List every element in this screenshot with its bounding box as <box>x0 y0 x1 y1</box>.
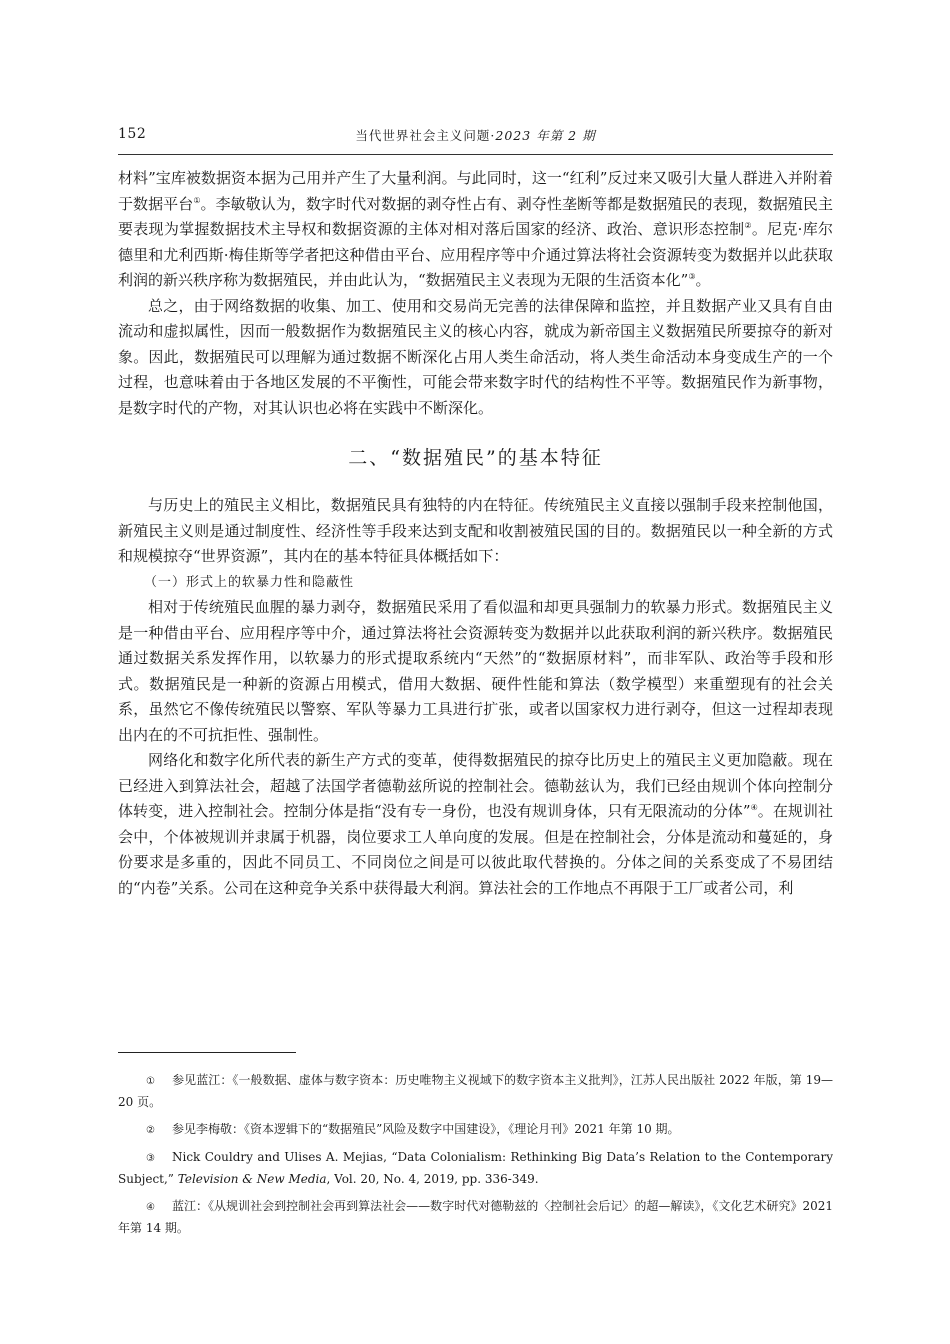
paragraph-continuation <box>118 166 833 294</box>
paragraph-text: 。在规训社会中，个体被规训并隶属于机器，岗位要求工人单向度的发展。但是在控制社会，分体是流动和蔓延的，身份要求是多重的，因此不同员工、不同岗位之间是可以彼此取代替换的。分体之间的关系变成了不易团结的“内卷”关系。公司在这种竞争关系中获得最大利润。算法社会的工作地点不再限于工厂或者公司，利 <box>118 802 834 897</box>
footnote-4 <box>118 1196 833 1239</box>
page-number: 152 <box>118 126 147 142</box>
footnote-text: , Vol. 20, No. 4, 2019, pp. 336-349. <box>326 1172 539 1186</box>
footnote-journal-title: Television & New Media <box>177 1172 327 1186</box>
footnote-mark: ① <box>146 1076 155 1087</box>
running-title <box>118 126 833 144</box>
year-issue: 2023 年第 2 期 <box>495 128 596 143</box>
section-heading: 二、“数据殖民”的基本特征 <box>348 447 603 469</box>
title-separator: · <box>490 128 496 143</box>
footnote-text: 蓝江：《从规训社会到控制社会再到算法社会——数字时代对德勒兹的〈控制社会后记〉的超—解读》，《文化艺术研究》2021 年第 14 期。 <box>118 1199 833 1235</box>
footnote-text: 参见蓝江：《一般数据、虚体与数字资本：历史唯物主义视域下的数字资本主义批判》，江苏人民出版社 2022 年版，第 19—20 页。 <box>118 1073 833 1109</box>
footnote-mark: ③ <box>146 1153 155 1164</box>
paragraph: 相对于传统殖民血腥的暴力剥夺，数据殖民采用了看似温和却更具强制力的软暴力形式。数据殖民主义是一种借由平台、应用程序等中介，通过算法将社会资源转变为数据并以此获取利润的新兴秩序。数据殖民通过数据关系发挥作用，以软暴力的形式提取系统内“天然”的“数据原材料”，而非军队、政治等手段和形式。数据殖民是一种新的资源占用模式，借用大数据、硬件性能和算法（数学模型）来重塑现有的社会关系，虽然它不像传统殖民以警察、军队等暴力工具进行扩张，或者以国家权力进行剥夺，但这一过程却表现出内在的不可抗拒性、强制性。 <box>118 598 833 744</box>
footnote-text: 参见李梅敬：《资本逻辑下的“数据殖民”风险及数字中国建设》，《理论月刊》2021 年第 10 期。 <box>172 1122 680 1136</box>
footnote-mark: ② <box>146 1125 155 1136</box>
subsection-heading: （一）形式上的软暴力性和隐蔽性 <box>144 574 355 590</box>
paragraph-text: 。李敏敬认为，数字时代对数据的剥夺性占有、剥夺性垄断等都是数据殖民的表现，数据殖民主要表现为掌握数据技术主导权和数据资源的主体对相对落后国家的经济、政治、意识形态控制 <box>118 194 833 238</box>
header-rule <box>118 154 833 155</box>
paragraph: 总之，由于网络数据的收集、加工、使用和交易尚无完善的法律保障和监控，并且数据产业又具有自由流动和虚拟属性，因而一般数据作为数据殖民主义的核心内容，就成为新帝国主义数据殖民所要掠夺的新对象。因此，数据殖民可以理解为通过数据不断深化占用人类生命活动，将人类生命活动本身变成生产的一个过程，也意味着由于各地区发展的不平衡性，可能会带来数字时代的结构性不平等。数据殖民作为新事物，是数字时代的产物，对其认识也必将在实践中不断深化。 <box>118 296 833 417</box>
journal-name: 当代世界社会主义问题 <box>355 128 491 143</box>
footnote-2 <box>118 1119 833 1141</box>
footnote-rule <box>118 1052 296 1053</box>
footnote-ref-4[interactable]: ④ <box>750 803 758 812</box>
footnote-text: Nick Couldry and Ulises A. Mejias, “Data Colonialism: Rethinking Big Data’s Relation to the Contemporary Subject,” <box>118 1150 833 1186</box>
paragraph-text: 材料”宝库被数据资本据为己用并产生了大量利润。与此同时，这一“红利”反过来又吸引大量人群进入并附着于数据平台 <box>118 169 833 213</box>
footnote-1 <box>118 1070 833 1113</box>
footnotes <box>118 1070 833 1245</box>
paragraph-text: 网络化和数字化所代表的新生产方式的变革，使得数据殖民的掠夺比历史上的殖民主义更加隐蔽。现在已经进入到算法社会，超越了法国学者德勒兹所说的控制社会。德勒兹认为，我们已经由规训个体向控制分体转变，进入控制社会。控制分体是指“没有专一身份，也没有规训身体，只有无限流动的分体” <box>118 751 833 820</box>
paragraph: 与历史上的殖民主义相比，数据殖民具有独特的内在特征。传统殖民主义直接以强制手段来控制他国，新殖民主义则是通过制度性、经济性等手段来达到支配和收割被殖民国的目的。数据殖民以一种全新的方式和规模掠夺“世界资源”，其内在的基本特征具体概括如下： <box>118 496 833 565</box>
footnote-mark: ④ <box>146 1202 155 1213</box>
body-text <box>118 166 833 901</box>
paragraph <box>118 748 833 901</box>
footnote-ref-1[interactable]: ① <box>193 195 201 205</box>
footnote-ref-2[interactable]: ② <box>744 221 752 230</box>
paragraph-text: 。 <box>695 271 711 289</box>
footnote-ref-3[interactable]: ③ <box>688 272 696 281</box>
paragraph-text: 。尼克·库尔德里和尤利西斯·梅佳斯等学者把这种借由平台、应用程序等中介通过算法将社会资源转变为数据并以此获取利润的新兴秩序称为数据殖民，并由此认为，“数据殖民主义表现为无限的生活资本化” <box>118 220 833 289</box>
footnote-3 <box>118 1147 833 1190</box>
running-header <box>118 126 833 148</box>
